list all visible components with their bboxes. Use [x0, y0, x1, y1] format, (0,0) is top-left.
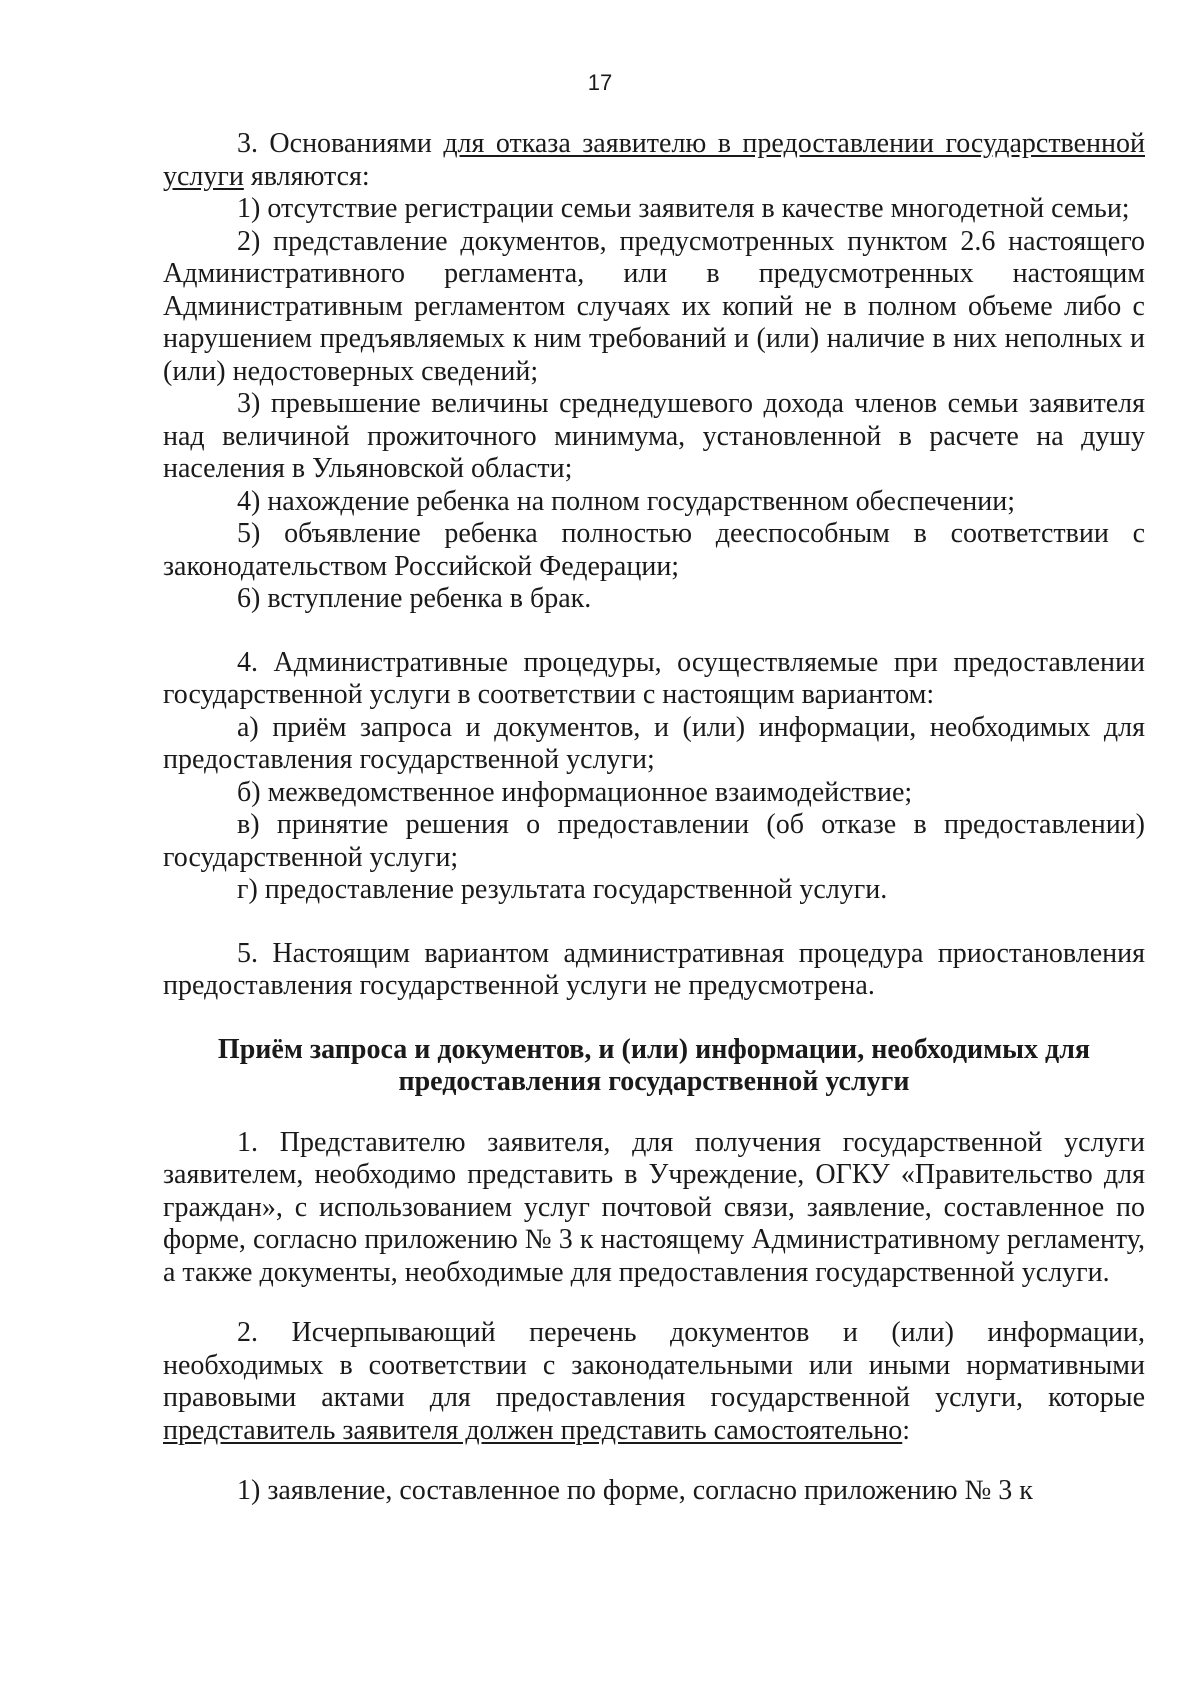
heading-line-1: Приём запроса и документов, и (или) информации, необходимых для	[217, 1033, 1091, 1065]
clause-2-lead: 2. Исчерпывающий перечень документов и (или) информации, необходимых в соответствии с законодательными или иными нормативными правовыми актами для предоставления государственной услуги, которые	[163, 1317, 1145, 1413]
spacer	[163, 1003, 1145, 1034]
heading-line-2: предоставления государственной услуги	[398, 1066, 910, 1097]
section-3-item-3: 3) превышение величины среднедушевого дохода членов семьи заявителя над величиной прожиточного минимума, установленной в расчете на душу населения в Ульяновской области;	[163, 388, 1145, 484]
section-3-item-4: 4) нахождение ребенка на полном государственном обеспечении;	[237, 485, 1016, 517]
section-3-tail: являются:	[243, 160, 370, 192]
section-3-intro	[163, 128, 1145, 193]
section-5-text: 5. Настоящим вариантом административная процедура приостановления предоставления государственной услуги не предусмотрена.	[163, 937, 1145, 1001]
clause-2-text	[163, 1317, 1145, 1447]
section-heading	[163, 1034, 1145, 1099]
clause-2-underlined: представитель заявителя должен представить самостоятельно	[163, 1414, 903, 1446]
section-4-intro: 4. Административные процедуры, осуществляемые при предоставлении государственной услуги в соответствии с настоящим вариантом:	[163, 646, 1145, 710]
section-3-item-1: 1) отсутствие регистрации семьи заявителя в качестве многодетной семьи;	[237, 193, 1130, 224]
section-4-item-b: б) межведомственное информационное взаимодействие;	[237, 776, 913, 808]
section-3-item-6: 6) вступление ребенка в брак.	[237, 583, 592, 614]
section-4-item-a: а) приём запроса и документов, и (или) информации, необходимых для предоставления государственной услуги;	[163, 711, 1145, 775]
section-3-underlined: для отказа заявителю в предоставлении государственной услуги	[163, 128, 1145, 192]
clause-2-tail: :	[902, 1414, 911, 1446]
spacer	[163, 1447, 1145, 1475]
section-3-item-2: 2) представление документов, предусмотренных пунктом 2.6 настоящего Административного регламента, или в предусмотренных настоящим Административным регламентом случаях их копий не в полном объеме либо с нарушением предъявляемых к ним требований и (или) наличие в них неполных и (или) недостоверных сведений;	[163, 225, 1145, 387]
section-3-lead: 3. Основаниями	[237, 128, 444, 159]
section-4-item-v: в) принятие решения о предоставлении (об отказе в предоставлении) государственной услуги;	[163, 809, 1145, 873]
spacer	[163, 1289, 1145, 1317]
clause-2-item-1: 1) заявление, составленное по форме, согласно приложению № 3 к	[237, 1475, 1033, 1506]
document-body	[163, 128, 1145, 1508]
spacer	[163, 907, 1145, 938]
spacer	[163, 1099, 1145, 1127]
section-4-item-g: г) предоставление результата государственной услуги.	[237, 874, 888, 905]
spacer	[163, 616, 1145, 647]
clause-1-text: 1. Представителю заявителя, для получения государственной услуги заявителем, необходимо представить в Учреждение, ОГКУ «Правительство для граждан», с использованием услуг почтовой связи, заявление, составленное по форме, согласно приложению № 3 к настоящему Административному регламенту, а также документы, необходимые для предоставления государственной услуги.	[163, 1126, 1145, 1288]
page-number: 17	[587, 70, 613, 95]
section-3-item-5: 5) объявление ребенка полностью дееспособным в соответствии с законодательством Российской Федерации;	[163, 518, 1145, 582]
